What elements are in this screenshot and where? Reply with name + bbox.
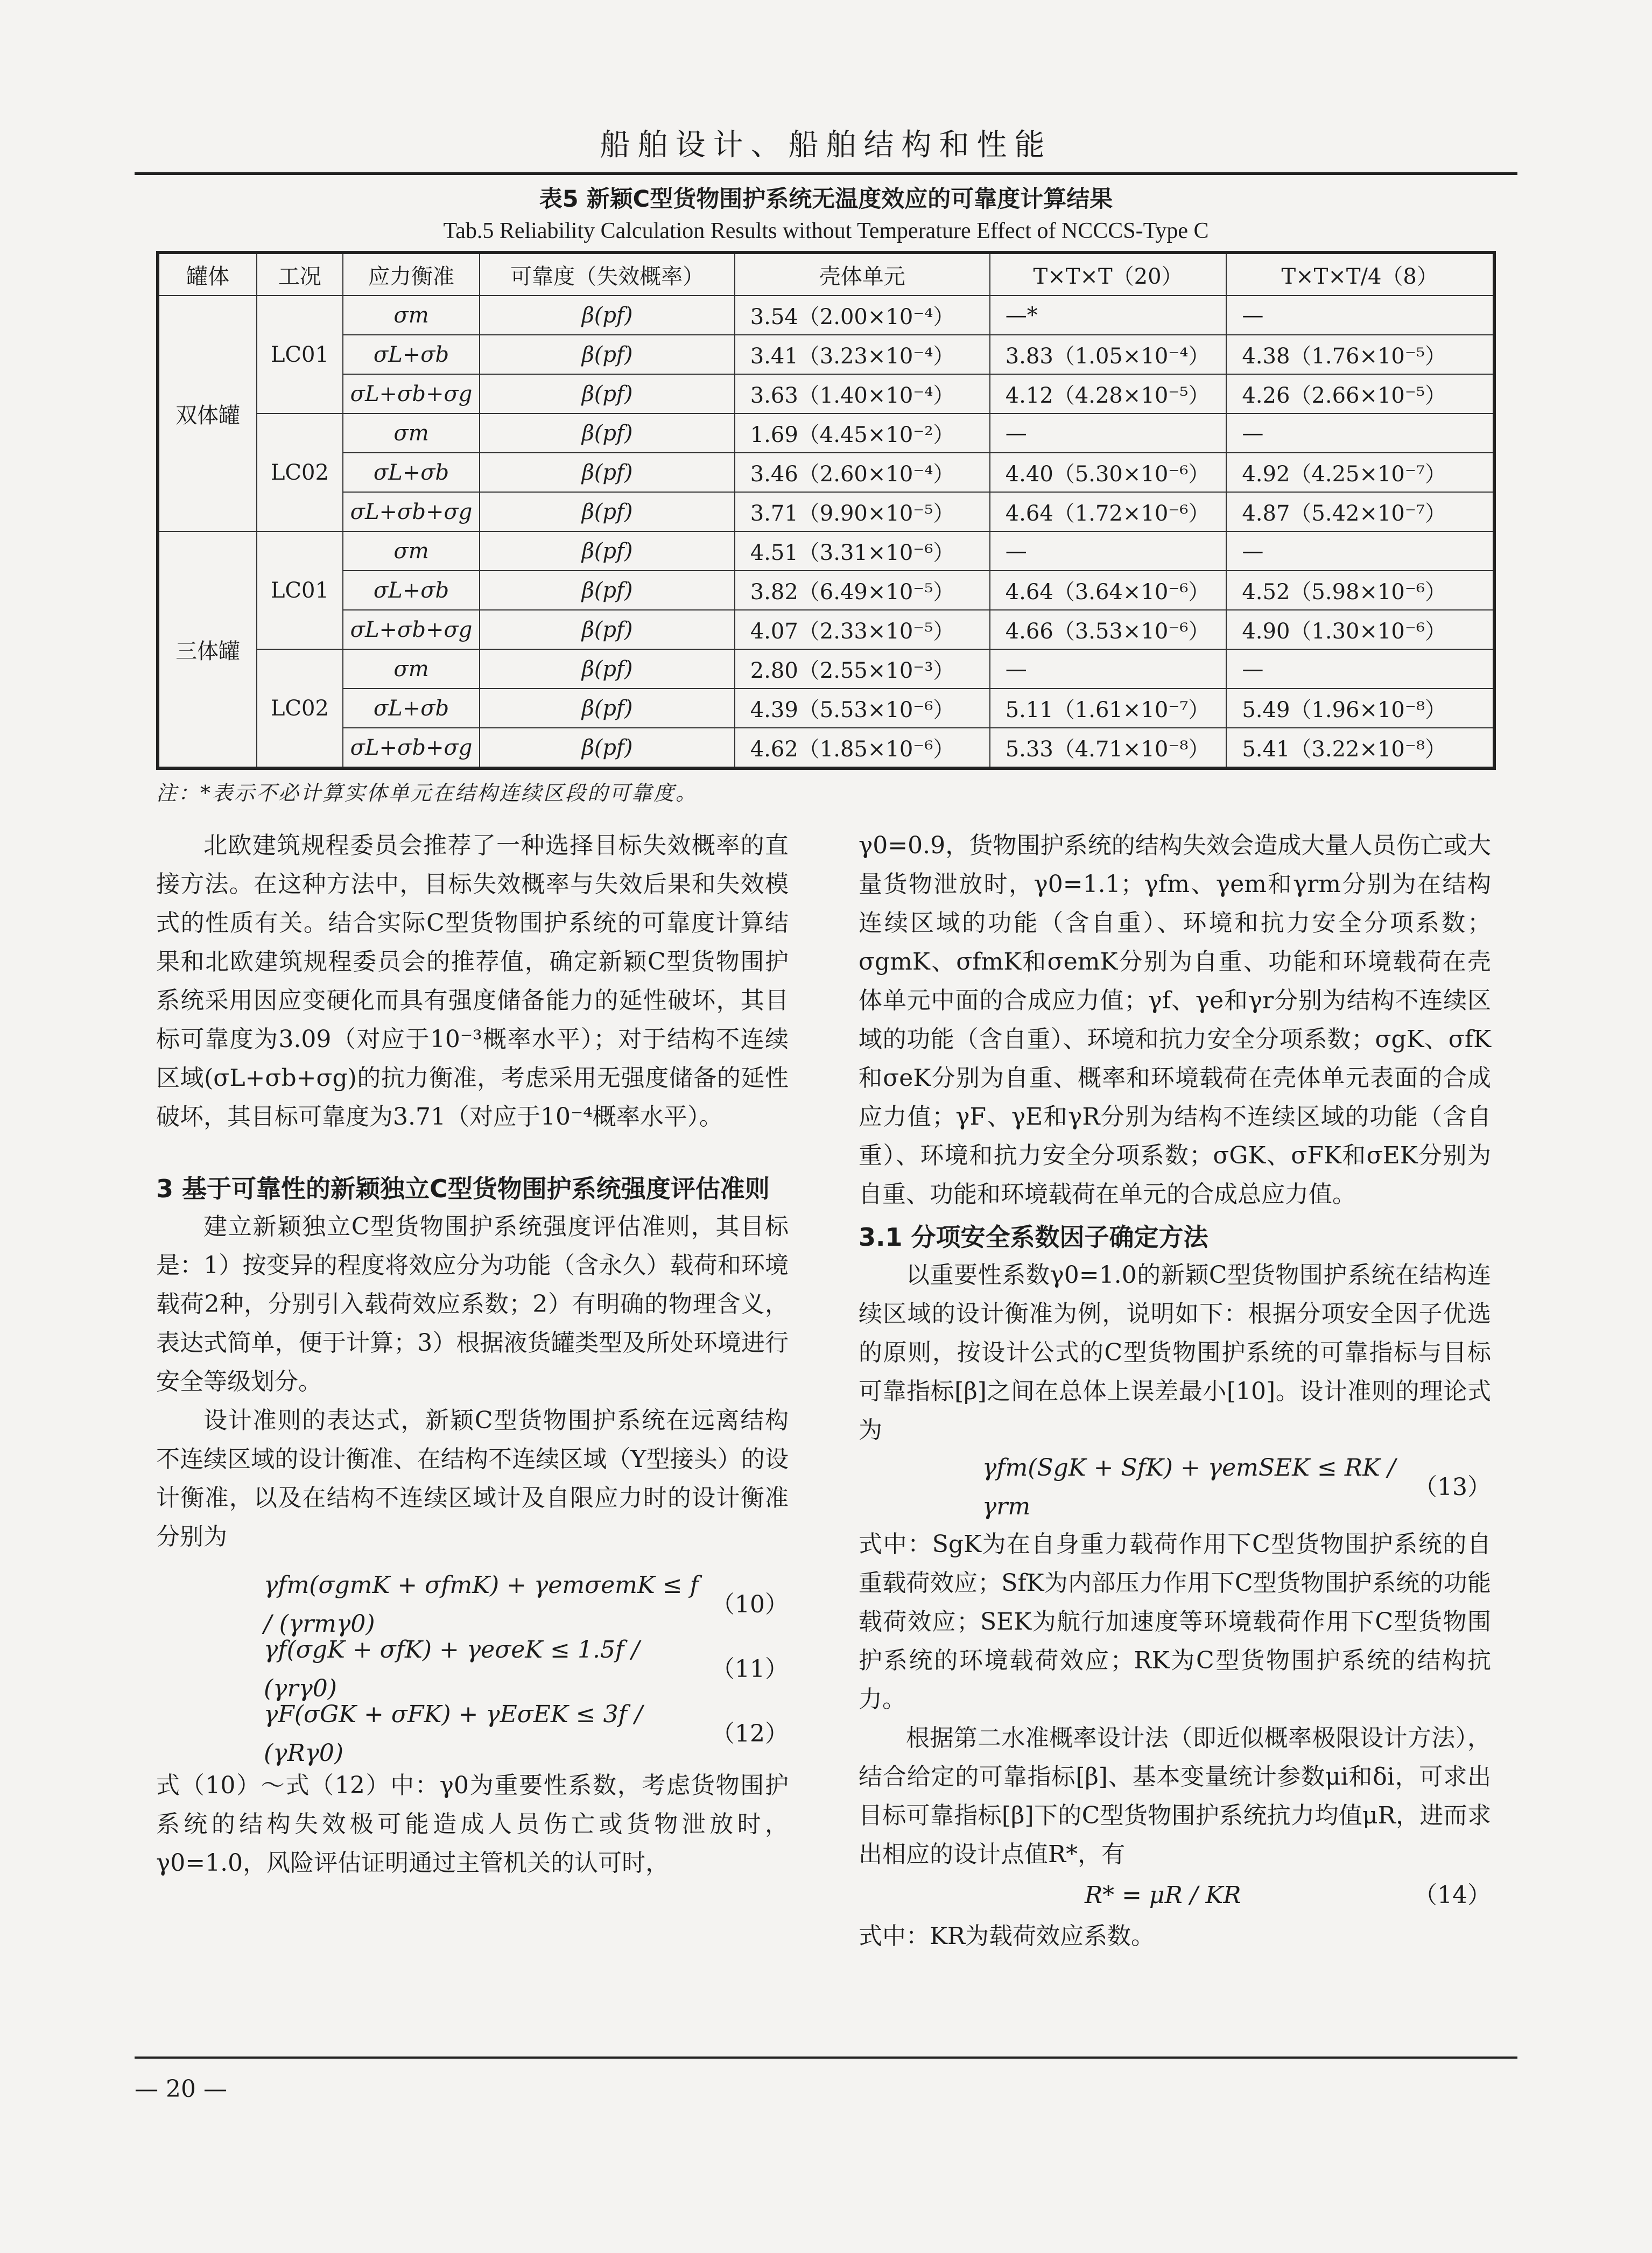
section-heading-3: 3 基于可靠性的新颖独立C型货物围护系统强度评估准则 <box>156 1174 770 1203</box>
section-heading-3-1: 3.1 分项安全系数因子确定方法 <box>859 1223 1208 1252</box>
t8-value-cell: 4.38（1.76×10⁻⁵） <box>1226 335 1494 374</box>
criterion-cell: σm <box>343 649 480 689</box>
equation-13 <box>859 1450 1491 1525</box>
right-column <box>859 826 1491 1956</box>
shell-value-cell: 3.46（2.60×10⁻⁴） <box>735 453 990 492</box>
reliability-cell: β(pf) <box>480 413 734 453</box>
equation-14-body: R* = μR / KR <box>1085 1882 1241 1909</box>
col-header-t8: T×T×T/4（8） <box>1226 252 1494 296</box>
t20-value-cell: — <box>990 531 1227 571</box>
criterion-cell: σL+σb+σg <box>343 610 480 649</box>
equation-11-body: γf(σgK + σfK) + γeσeK ≤ 1.5f / (γrγ0) <box>264 1636 640 1702</box>
paragraph: 根据第二水准概率设计法（即近似概率极限设计方法），结合给定的可靠指标[β]、基本变量统计参数μi和δi，可求出目标可靠指标[β]下的C型货物围护系统抗力均值μR，进而求出相应的设计点值R*，有 <box>859 1724 1491 1868</box>
equation-12-body: γF(σGK + σFK) + γEσEK ≤ 3f / (γRγ0) <box>264 1701 643 1767</box>
t8-value-cell: 5.41（3.22×10⁻⁸） <box>1226 728 1494 768</box>
shell-value-cell: 4.07（2.33×10⁻⁵） <box>735 610 990 649</box>
paragraph: 式（10）～式（12）中：γ0为重要性系数，考虑货物围护系统的结构失效极可能造成人员伤亡或货物泄放时，γ0=1.0，风险评估证明通过主管机关的认可时， <box>156 1772 789 1877</box>
reliability-cell: β(pf) <box>480 728 734 768</box>
running-header <box>135 92 1517 175</box>
criterion-cell: σL+σb+σg <box>343 728 480 768</box>
paragraph: 以重要性系数γ0=1.0的新颖C型货物围护系统在结构连续区域的设计衡准为例，说明如下：根据分项安全因子优选的原则，按设计公式的C型货物围护系统的可靠指标与目标可靠指标[β]之间在总体上误差最小[10]。设计准则的理论式为 <box>859 1261 1491 1444</box>
table-row <box>158 610 1494 649</box>
t20-value-cell: 4.66（3.53×10⁻⁶） <box>990 610 1227 649</box>
reliability-cell: β(pf) <box>480 374 734 413</box>
col-header-reliability: 可靠度（失效概率） <box>480 252 734 296</box>
criterion-cell: σm <box>343 413 480 453</box>
tank-cell: 三体罐 <box>158 531 257 768</box>
col-header-shell: 壳体单元 <box>735 252 990 296</box>
reliability-cell: β(pf) <box>480 531 734 571</box>
case-cell: LC02 <box>257 649 342 768</box>
paragraph: γ0=0.9，货物围护系统的结构失效会造成大量人员伤亡或大量货物泄放时，γ0=1.1；γfm、γem和γrm分别为在结构连续区域的功能（含自重）、环境和抗力安全分项系数；σgmK、σfmK和σemK分别为自重、功能和环境载荷在壳体单元中面的合成应力值；γf、γe和γr分别为结构不连续区域的功能（含自重）、环境和抗力安全分项系数；σgK、σfK和σeK分别为自重、概率和环境载荷在壳体单元表面的合成应力值；γF、γE和γR分别为结构不连续区域的功能（含自重）、环境和抗力安全分项系数；σGK、σFK和σEK分别为自重、功能和环境载荷在单元的合成总应力值。 <box>859 832 1491 1208</box>
t8-value-cell: 4.90（1.30×10⁻⁶） <box>1226 610 1494 649</box>
table-caption-cn: 表5 新颖C型货物围护系统无温度效应的可靠度计算结果 <box>539 186 1113 213</box>
shell-value-cell: 4.62（1.85×10⁻⁶） <box>735 728 990 768</box>
criterion-cell: σL+σb+σg <box>343 374 480 413</box>
t8-value-cell: 4.26（2.66×10⁻⁵） <box>1226 374 1494 413</box>
table-row <box>158 689 1494 728</box>
table-caption-en: Tab.5 Reliability Calculation Results without Temperature Effect of NCCCS-Type C <box>443 219 1209 243</box>
criterion-cell: σm <box>343 296 480 335</box>
equation-10-body: γfm(σgmK + σfmK) + γemσemK ≤ f / (γrmγ0) <box>264 1571 699 1638</box>
t8-value-cell: 4.52（5.98×10⁻⁶） <box>1226 571 1494 610</box>
equation-12 <box>156 1702 789 1766</box>
running-title: 船舶设计、船舶结构和性能 <box>600 128 1052 163</box>
shell-value-cell: 2.80（2.55×10⁻³） <box>735 649 990 689</box>
reliability-table <box>156 251 1496 770</box>
reliability-cell: β(pf) <box>480 492 734 531</box>
shell-value-cell: 4.51（3.31×10⁻⁶） <box>735 531 990 571</box>
t20-value-cell: 5.33（4.71×10⁻⁸） <box>990 728 1227 768</box>
table-row <box>158 571 1494 610</box>
criterion-cell: σL+σb <box>343 689 480 728</box>
table-note: 注：*表示不必计算实体单元在结构连续区段的可靠度。 <box>156 781 698 805</box>
t20-value-cell: 4.12（4.28×10⁻⁵） <box>990 374 1227 413</box>
paragraph: 建立新颖独立C型货物围护系统强度评估准则，其目标是：1）按变异的程度将效应分为功能（含永久）载荷和环境载荷2种，分别引入载荷效应系数；2）有明确的物理含义，表达式简单，便于计算；3）根据液货罐类型及所处环境进行安全等级划分。 <box>156 1213 789 1395</box>
equation-12-number: （12） <box>711 1720 789 1747</box>
equation-14-number: （14） <box>1414 1882 1491 1909</box>
table-row <box>158 296 1494 335</box>
col-header-case: 工况 <box>257 252 342 296</box>
t8-value-cell: 4.87（5.42×10⁻⁷） <box>1226 492 1494 531</box>
reliability-cell: β(pf) <box>480 335 734 374</box>
table-row <box>158 453 1494 492</box>
t20-value-cell: — <box>990 413 1227 453</box>
table-row <box>158 728 1494 768</box>
shell-value-cell: 3.54（2.00×10⁻⁴） <box>735 296 990 335</box>
reliability-cell: β(pf) <box>480 296 734 335</box>
paragraph: 设计准则的表达式，新颖C型货物围护系统在远离结构不连续区域的设计衡准、在结构不连续区域（Y型接头）的设计衡准，以及在结构不连续区域计及自限应力时的设计衡准分别为 <box>156 1407 789 1550</box>
t8-value-cell: — <box>1226 413 1494 453</box>
equation-11-number: （11） <box>711 1655 789 1683</box>
equation-11 <box>156 1637 789 1702</box>
t8-value-cell: — <box>1226 649 1494 689</box>
case-cell: LC02 <box>257 413 342 531</box>
t20-value-cell: 5.11（1.61×10⁻⁷） <box>990 689 1227 728</box>
t8-value-cell: — <box>1226 531 1494 571</box>
left-column <box>156 826 789 1883</box>
reliability-cell: β(pf) <box>480 610 734 649</box>
criterion-cell: σm <box>343 531 480 571</box>
t8-value-cell: — <box>1226 296 1494 335</box>
case-cell: LC01 <box>257 296 342 413</box>
shell-value-cell: 3.63（1.40×10⁻⁴） <box>735 374 990 413</box>
table-row <box>158 531 1494 571</box>
table-row <box>158 374 1494 413</box>
equation-10 <box>156 1573 789 1637</box>
col-header-t20: T×T×T（20） <box>990 252 1227 296</box>
t20-value-cell: 4.40（5.30×10⁻⁶） <box>990 453 1227 492</box>
footer-rule <box>135 2057 1517 2059</box>
paragraph: 北欧建筑规程委员会推荐了一种选择目标失效概率的直接方法。在这种方法中，目标失效概率与失效后果和失效模式的性质有关。结合实际C型货物围护系统的可靠度计算结果和北欧建筑规程委员会的推荐值，确定新颖C型货物围护系统采用因应变硬化而具有强度储备能力的延性破坏，其目标可靠度为3.09（对应于10⁻³概率水平）；对于结构不连续区域(σL+σb+σg)的抗力衡准，考虑采用无强度储备的延性破坏，其目标可靠度为3.71（对应于10⁻⁴概率水平）。 <box>156 832 789 1131</box>
table-row <box>158 335 1494 374</box>
reliability-cell: β(pf) <box>480 689 734 728</box>
criterion-cell: σL+σb <box>343 335 480 374</box>
shell-value-cell: 3.82（6.49×10⁻⁵） <box>735 571 990 610</box>
page-number: — 20 — <box>135 2075 227 2103</box>
paragraph: 式中：SgK为在自身重力载荷作用下C型货物围护系统的自重载荷效应；SfK为内部压力作用下C型货物围护系统的功能载荷效应；SEK为航行加速度等环境载荷作用下C型货物围护系统的环境载荷效应；RK为C型货物围护系统的结构抗力。 <box>859 1531 1491 1713</box>
table-row <box>158 492 1494 531</box>
table-body <box>158 296 1494 768</box>
shell-value-cell: 1.69（4.45×10⁻²） <box>735 413 990 453</box>
paragraph: 式中：KR为载荷效应系数。 <box>859 1922 1155 1950</box>
t20-value-cell: —* <box>990 296 1227 335</box>
equation-14 <box>859 1874 1491 1917</box>
criterion-cell: σL+σb <box>343 571 480 610</box>
case-cell: LC01 <box>257 531 342 649</box>
t20-value-cell: 4.64（1.72×10⁻⁶） <box>990 492 1227 531</box>
col-header-tank: 罐体 <box>158 252 257 296</box>
criterion-cell: σL+σb <box>343 453 480 492</box>
equation-13-number: （13） <box>1414 1473 1491 1501</box>
t8-value-cell: 4.92（4.25×10⁻⁷） <box>1226 453 1494 492</box>
table-header-row <box>158 252 1494 296</box>
reliability-cell: β(pf) <box>480 571 734 610</box>
col-header-criterion: 应力衡准 <box>343 252 480 296</box>
table-row <box>158 413 1494 453</box>
reliability-cell: β(pf) <box>480 453 734 492</box>
criterion-cell: σL+σb+σg <box>343 492 480 531</box>
shell-value-cell: 3.41（3.23×10⁻⁴） <box>735 335 990 374</box>
t20-value-cell: — <box>990 649 1227 689</box>
t20-value-cell: 4.64（3.64×10⁻⁶） <box>990 571 1227 610</box>
t20-value-cell: 3.83（1.05×10⁻⁴） <box>990 335 1227 374</box>
reliability-cell: β(pf) <box>480 649 734 689</box>
table-row <box>158 649 1494 689</box>
tank-cell: 双体罐 <box>158 296 257 531</box>
equation-13-body: γfm(SgK + SfK) + γemSEK ≤ RK / γrm <box>982 1454 1396 1520</box>
shell-value-cell: 4.39（5.53×10⁻⁶） <box>735 689 990 728</box>
equation-10-number: （10） <box>711 1591 789 1618</box>
shell-value-cell: 3.71（9.90×10⁻⁵） <box>735 492 990 531</box>
t8-value-cell: 5.49（1.96×10⁻⁸） <box>1226 689 1494 728</box>
